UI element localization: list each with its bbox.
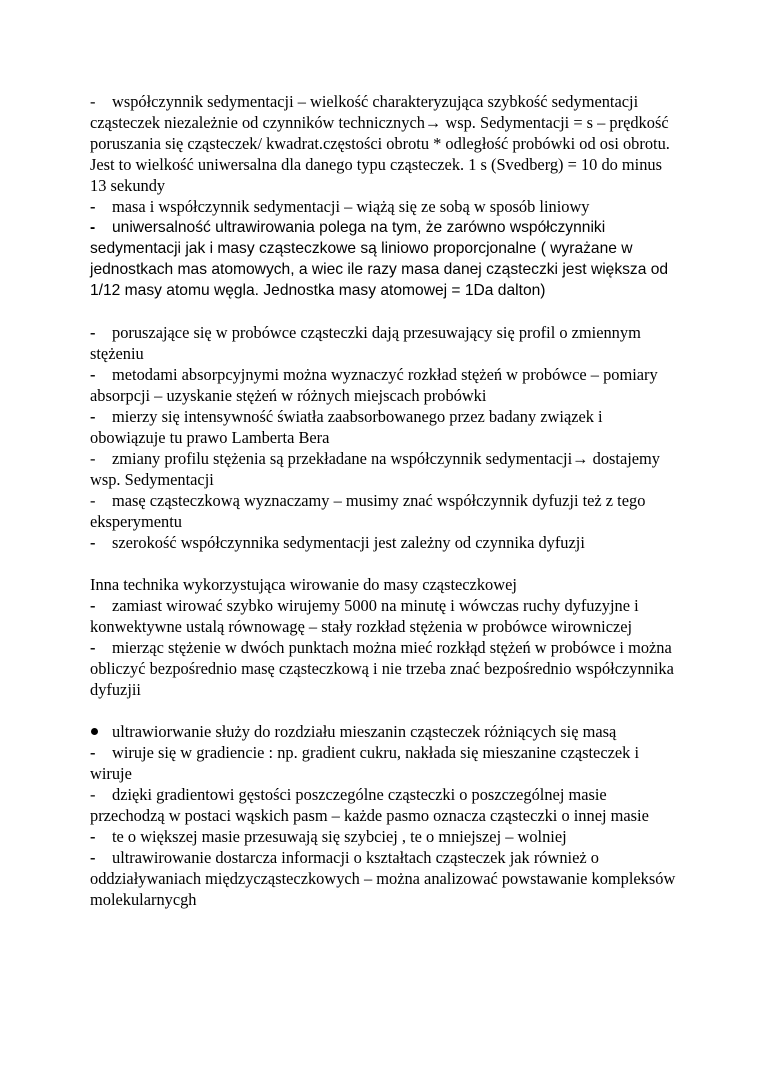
list-item — [90, 406, 680, 448]
dash-marker: - — [90, 533, 96, 552]
dash-marker: - — [90, 827, 96, 846]
list-item — [90, 91, 680, 196]
list-item — [90, 322, 680, 364]
item-text: zmiany profilu stężenia są przekładane na współczynnik sedymentacji→ dostajemy wsp. Sedymentacji — [90, 449, 660, 489]
item-text: metodami absorpcyjnymi można wyznaczyć rozkład stężeń w probówce – pomiary absorpcji – uzyskanie stężeń w różnych miejscach probówki — [90, 365, 658, 405]
bullet-icon — [91, 728, 98, 735]
paragraph — [90, 574, 680, 595]
item-text: ultrawiorwanie służy do rozdziału mieszanin cząsteczek różniących się masą — [112, 722, 617, 741]
dash-marker: - — [90, 449, 96, 468]
dash-marker: - — [90, 92, 96, 111]
dash-marker: - — [90, 596, 96, 615]
item-text: masa i współczynnik sedymentacji – wiążą się ze sobą w sposób liniowy — [112, 197, 590, 216]
item-text: mierzy się intensywność światła zaabsorbowanego przez badany związek i obowiązuje tu prawo Lamberta Bera — [90, 407, 603, 447]
list-item — [90, 532, 680, 553]
item-text: Inna technika wykorzystująca wirowanie do masy cząsteczkowej — [90, 575, 517, 594]
item-text: zamiast wirować szybko wirujemy 5000 na minutę i wówczas ruchy dyfuzyjne i konwektywne ustalą równowagę – stały rozkład stężenia w probówce wirowniczej — [90, 596, 639, 636]
dash-marker: - — [90, 365, 96, 384]
dash-marker: - — [90, 407, 96, 426]
paragraph-gap — [90, 553, 680, 574]
item-text: szerokość współczynnika sedymentacji jest zależny od czynnika dyfuzji — [112, 533, 585, 552]
paragraph-gap — [90, 301, 680, 322]
item-text: ultrawirowanie dostarcza informacji o kształtach cząsteczek jak również o oddziaływaniach międzycząsteczkowych – można analizować powstawanie kompleksów molekularnycgh — [90, 848, 676, 909]
list-item — [90, 637, 680, 700]
dash-marker: - — [90, 197, 96, 216]
item-text: te o większej masie przesuwają się szybciej , te o mniejszej – wolniej — [112, 827, 567, 846]
item-text: mierząc stężenie w dwóch punktach można mieć rozkłąd stężeń w probówce i można obliczyć bezpośrednio masę cząsteczkową i nie trzeba znać bezpośrednio współczynnika dyfuzjii — [90, 638, 674, 699]
list-item — [90, 784, 680, 826]
list-item — [90, 595, 680, 637]
item-text: masę cząsteczkową wyznaczamy – musimy znać współczynnik dyfuzji też z tego eksperymentu — [90, 491, 646, 531]
list-item — [90, 826, 680, 847]
list-item — [90, 217, 680, 301]
item-text: współczynnik sedymentacji – wielkość charakteryzująca szybkość sedymentacji cząsteczek niezależnie od czynników technicznych→ wsp. Sedymentacji = s – prędkość poruszania się cząsteczek/ kwadrat.częstości obrotu * odległość probówki od osi obrotu. Jest to wielkość uniwersalna dla danego typu cząsteczek. 1 s (Svedberg) = 10 do minus 13 sekundy — [90, 92, 670, 195]
dash-marker: - — [90, 848, 96, 867]
dash-marker: - — [90, 491, 96, 510]
item-text: uniwersalność ultrawirowania polega na tym, że zarówno współczynniki sedymentacji jak i masy cząsteczkowe są liniowo proporcjonalne ( wyrażane w jednostkach mas atomowych, a wiec ile razy masa danej cząsteczki jest większa od 1/12 masy atomu węgla. Jednostka masy atomowej = 1Da dalton) — [90, 219, 669, 299]
list-item — [90, 847, 680, 910]
item-text: dzięki gradientowi gęstości poszczególne cząsteczki o poszczególnej masie przechodzą w postaci wąskich pasm – każde pasmo oznacza cząsteczki o innej masie — [90, 785, 649, 825]
dash-marker: - — [90, 638, 96, 657]
list-item — [90, 490, 680, 532]
item-text: poruszające się w probówce cząsteczki dają przesuwający się profil o zmiennym stężeniu — [90, 323, 641, 363]
list-item — [90, 742, 680, 784]
list-item — [90, 721, 680, 742]
dash-marker: - — [90, 785, 96, 804]
dash-marker: - — [90, 323, 96, 342]
item-text: wiruje się w gradiencie : np. gradient cukru, nakłada się mieszanine cząsteczek i wiruje — [90, 743, 640, 783]
list-item — [90, 448, 680, 490]
paragraph-gap — [90, 700, 680, 721]
document-page — [90, 91, 680, 910]
list-item — [90, 196, 680, 217]
list-item — [90, 364, 680, 406]
dash-marker: - — [90, 743, 96, 762]
dash-marker: - — [90, 219, 96, 236]
